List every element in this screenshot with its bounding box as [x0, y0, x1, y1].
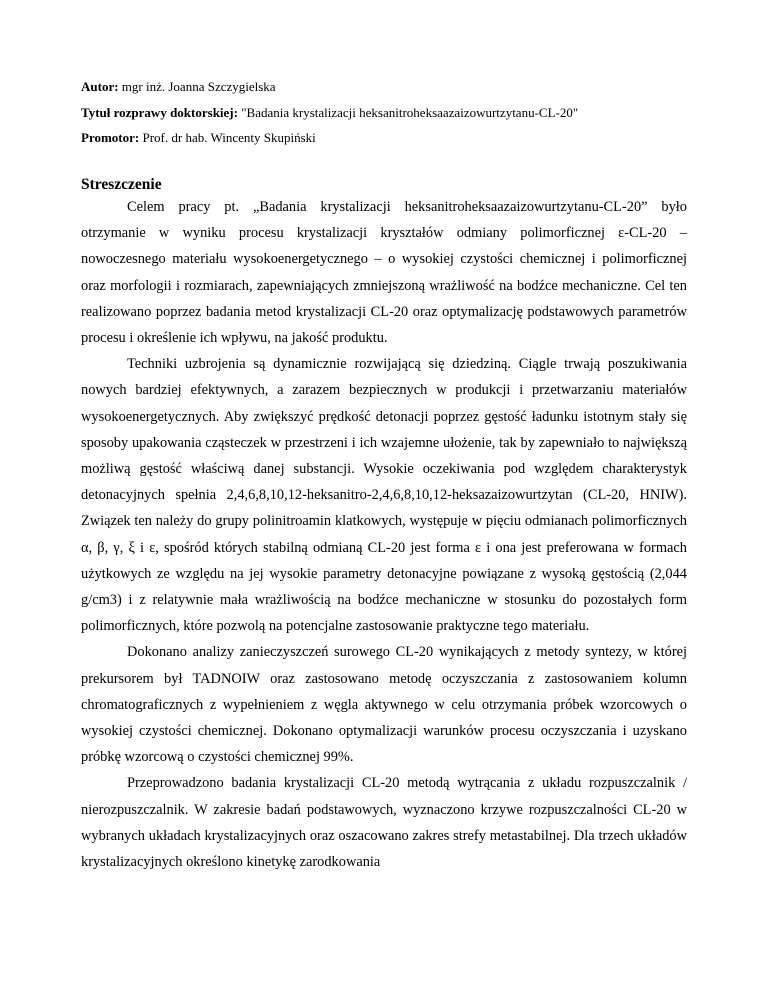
author-name: mgr inż. Joanna Szczygielska	[121, 79, 276, 94]
promoter-label: Promotor:	[81, 130, 140, 145]
thesis-title-label: Tytuł rozprawy doktorskiej:	[81, 105, 238, 120]
thesis-title: "Badania krystalizacji heksanitroheksaazaizowurtzytanu-CL-20"	[241, 105, 579, 120]
paragraph: Techniki uzbrojenia są dynamicznie rozwijającą się dziedziną. Ciągle trwają poszukiwania nowych bardziej efektywnych, a zarazem bezpiecznych w produkcji i przetwarzaniu materiałów wysokoenergetycznych. Aby zwiększyć prędkość detonacji poprzez gęstość ładunku istotnym stały się sposoby upakowania cząsteczek w przestrzeni i ich wzajemne ułożenie, tak by zapewniało to największą możliwą gęstość właściwą danej substancji. Wysokie oczekiwania pod względem charakterystyk detonacyjnych spełnia 2,4,6,8,10,12-heksanitro-2,4,6,8,10,12-heksazaizowurtzytan (CL-20, HNIW). Związek ten należy do grupy polinitroamin klatkowych, występuje w pięciu odmianach polimorficznych α, β, γ, ξ i ε, spośród których stabilną odmianą CL-20 jest forma ε i ona jest preferowana w formach użytkowych ze względu na jej wysokie parametry detonacyjne powiązane z wysoką gęstością (2,044 g/cm3) i z relatywnie mała wrażliwością na bodźce mechaniczne w stosunku do pozostałych form polimorficznych, które pozwolą na potencjalne zastosowanie praktyczne tego materiału.	[81, 356, 687, 635]
paragraph: Przeprowadzono badania krystalizacji CL-20 metodą wytrącania z układu rozpuszczalnik / nierozpuszczalnik. W zakresie badań podstawowych, wyznaczono krzywe rozpuszczalności CL-20 w wybranych układach krystalizacyjnych oraz oszacowano zakres strefy metastabilnej. Dla trzech układów krystalizacyjnych określono kinetykę zarodkowania	[81, 775, 687, 871]
promoter-line	[81, 130, 316, 146]
paragraph: Celem pracy pt. „Badania krystalizacji heksanitroheksaazaizowurtzytanu-CL-20” było otrzymanie w wyniku procesu krystalizacji kryształów odmiany polimorficznej ε-CL-20 – nowoczesnego materiału wysokoenergetycznego – o wysokiej czystości chemicznej i polimorficznej oraz morfologii i rozmiarach, zapewniających zmniejszoną wrażliwość na bodźce mechaniczne. Cel ten realizowano poprzez badania metod krystalizacji CL-20 oraz optymalizację podstawowych parametrów procesu i określenie ich wpływu, na jakość produktu.	[81, 199, 687, 347]
author-label: Autor:	[81, 79, 119, 94]
author-line	[81, 79, 276, 95]
section-heading: Streszczenie	[81, 176, 162, 193]
abstract-body	[81, 194, 687, 875]
thesis-title-line	[81, 105, 578, 121]
paragraph: Dokonano analizy zanieczyszczeń surowego CL-20 wynikających z metody syntezy, w której prekursorem był TADNOIW oraz zastosowano metodę oczyszczania z zastosowaniem kolumn chromatograficznych z wypełnieniem z węgla aktywnego w celu otrzymania próbek wzorcowych o wysokiej czystości chemicznej. Dokonano optymalizacji warunków procesu oczyszczania i uzyskano próbkę wzorcową o czystości chemicznej 99%.	[81, 644, 687, 766]
promoter-name: Prof. dr hab. Wincenty Skupiński	[142, 130, 316, 145]
